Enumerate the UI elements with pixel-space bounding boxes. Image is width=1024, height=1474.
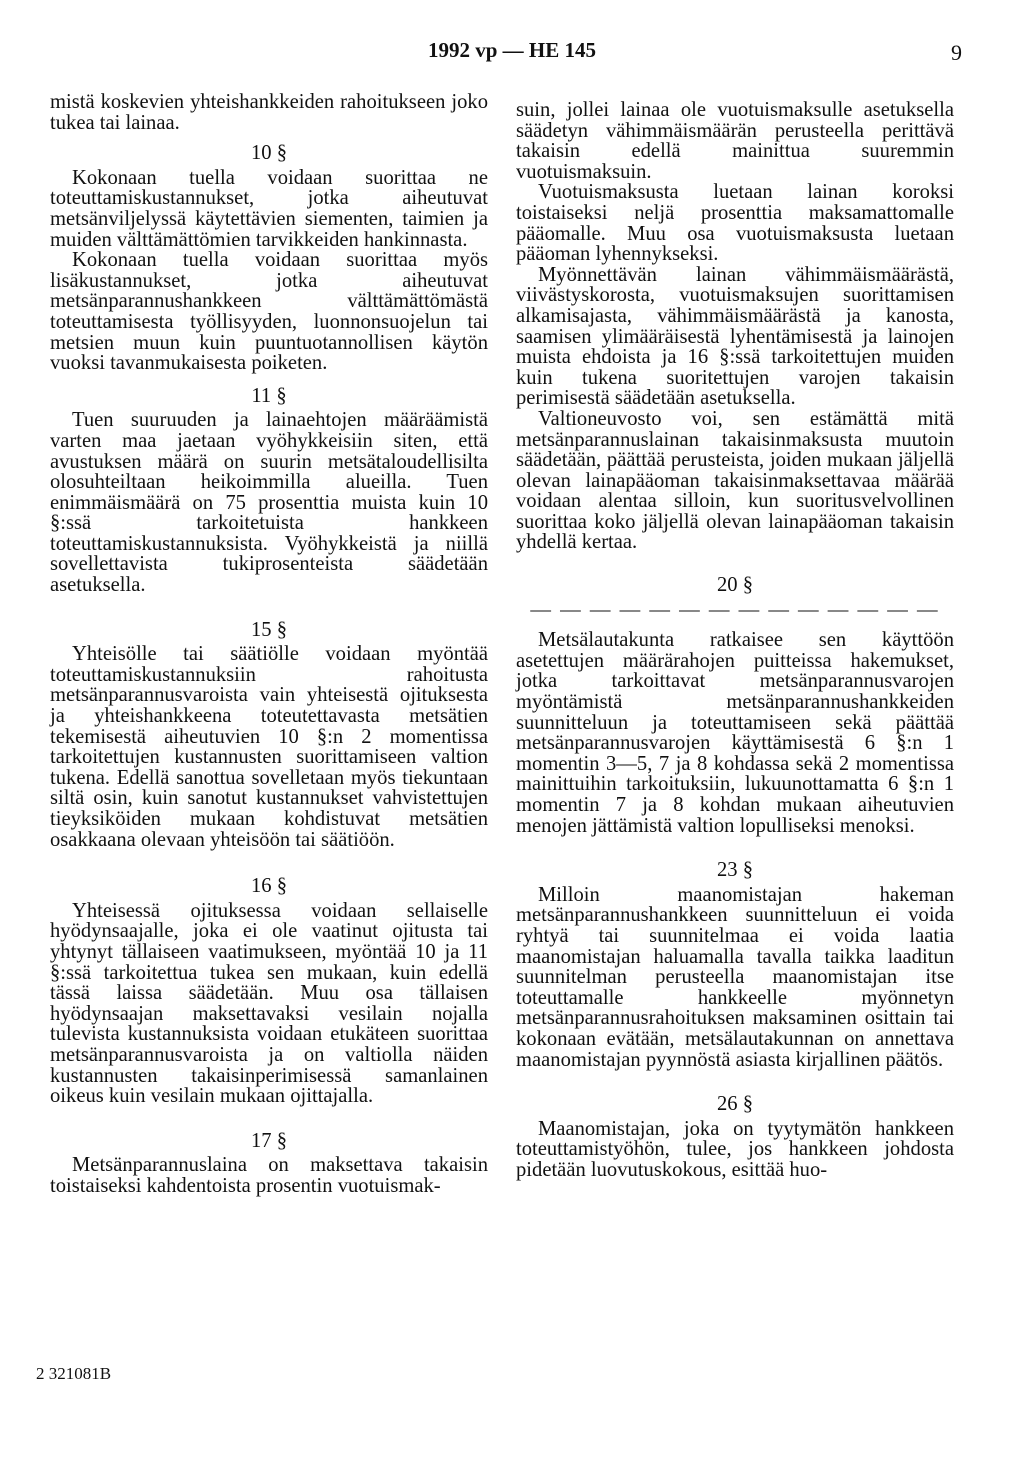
section-heading-10: 10 § [250, 142, 288, 165]
paragraph: mistä koskevien yhteishankkeiden rahoitukseen joko tukea tai lainaa. [50, 91, 488, 134]
section-heading-11: 11 § [251, 384, 287, 407]
paragraph: Maanomistajan, joka on tyytymätön hankkeen toteuttamistyöhön, tulee, jos hankkeen johdosta pidetään luovutuskokous, esittää huo- [516, 1117, 954, 1181]
section-heading-23: 23 § [716, 859, 754, 882]
right-column [516, 100, 954, 1181]
paragraph: Tuen suuruuden ja lainaehtojen määräämistä varten maa jaetaan vyöhykkeisiin siten, että avustuksen määrä on suurin metsätaloudellisilta olosuhteiltaan heikoimmilla alueilla. Tuen enimmäismäärä on 75 prosenttia muista kuin 10 §:ssä tarkoitetuista hankkeen toteuttamiskustannuksista. Vyöhykkeistä ja niillä sovellettavista tukiprosenteista säädetään asetuksella. [50, 409, 488, 597]
section-heading-15: 15 § [250, 618, 288, 641]
left-column [50, 92, 488, 1197]
paragraph: Yhteisessä ojituksessa voidaan sellaiselle hyödynsaajalle, joka ei ole vaatinut ojitusta tai yhtynyt tällaiseen vaatimukseen, myöntää 10 ja 11 §:ssä tarkoitettua tukea sen mukaan, kuin edellä tässä laissa säädetään. Muu osa tällaisen hyödynsaajan maksettavaksi vesilain nojalla tulevista kustannuksista voidaan etukäteen suorittaa metsänparannusvaroista ja on valtiolla näiden kustannusten takaisinperimisessä samanlainen oikeus kuin vesilain mukaan ojittajalla. [50, 899, 488, 1108]
paragraph: Vuotuismaksusta luetaan lainan koroksi toistaiseksi neljä prosenttia maksamattomalle pääomalle. Muu osa vuotuismaksusta luetaan pääoman lyhennykseksi. [516, 181, 954, 266]
print-code: 2 321081B [36, 1364, 112, 1383]
omitted-text-dashes: — — — — — — — — — — — — — — [530, 599, 940, 621]
paragraph: suin, jollei lainaa ole vuotuismaksulle asetuksella säädetyn vähimmäismäärän perusteella perittävä takaisin edellä mainittua suuremmin vuotuismaksuin. [516, 99, 954, 183]
page-number: 9 [951, 40, 962, 65]
paragraph: Metsänparannuslaina on maksettava takaisin toistaiseksi kahdentoista prosentin vuotuismak- [50, 1154, 488, 1197]
section-heading-17: 17 § [250, 1129, 288, 1152]
page-header [0, 38, 1024, 68]
paragraph: Valtioneuvosto voi, sen estämättä mitä metsänparannuslainan takaisinmaksusta muutoin säädetään, päättää perusteista, joiden mukaan jäljellä olevan lainapääoman takaisinmaksettavaa määrää voidaan alentaa silloin, kun suoritusvelvollinen suorittaa koko jäljellä olevan lainapääoman takaisin yhdellä kertaa. [516, 407, 954, 554]
paragraph: Metsälautakunta ratkaisee sen käyttöön asetettujen määrärahojen puitteissa hakemukset, jotka tarkoittavat metsänparannusvarojen myöntämistä metsänparannushankkeiden suunnitteluun ja toteuttamiseen sekä päättää metsänparannusvarojen käyttämisestä 6 §:n 1 momentin 3—5, 7 ja 8 kohdassa sekä 2 momentissa mainittuihin tarkoituksiin, lukuunottamatta 6 §:n 1 momentin 7 ja 8 kohdan mukaan aiheutuvien menojen jättämistä valtion lopulliseksi menoksi. [516, 629, 954, 837]
paragraph: Kokonaan tuella voidaan suorittaa myös lisäkustannukset, jotka aiheutuvat metsänparannushankkeen välttämättömästä toteuttamisesta työllisyyden, luonnonsuojelun tai metsien muun kuin puuntuotannollisen käytön vuoksi tavanmukaisesta poiketen. [50, 249, 488, 375]
section-heading-26: 26 § [716, 1093, 754, 1116]
paragraph: Milloin maanomistajan hakeman metsänparannushankkeen suunnitteluun ei voida ryhtyä tai suunnitelmaa ei voida laatia maanomistajan haluamalla tavalla taikka laaditun suunnitelman perusteella maanomistajan itse toteuttamalle hankkeelle myönnetyn metsänparannusrahoituksen maksaminen osittain tai kokonaan evätään, metsälautakunnan on annettava maanomistajan pyynnöstä asiasta kirjallinen päätös. [516, 883, 954, 1071]
paragraph: Yhteisölle tai säätiölle voidaan myöntää toteuttamiskustannuksiin rahoitusta metsänparannusvaroista vain yhteisestä ojituksesta ja yhteishankkeena toteutettavasta metsätien tekemisestä aiheutuvien 10 §:n 2 momentissa tarkoitettujen kustannusten suorittamiseen valtion tukena. Edellä sanottua sovelletaan myös tiekuntaan siltä osin, kuin sanotut kustannukset vahvistettujen tieyksiköiden mukaan kohdistuvat metsätien osakkaana olevaan yhteisöön tai säätiöön. [50, 643, 488, 851]
section-heading-20: 20 § [716, 574, 754, 597]
section-heading-16: 16 § [250, 875, 288, 898]
running-title: 1992 vp — HE 145 [427, 38, 597, 62]
paragraph: Kokonaan tuella voidaan suorittaa ne toteuttamiskustannukset, jotka aiheutuvat metsänviljelyssä käytettävien siementen, taimien ja muiden välttämättömien tarvikkeiden hankinnasta. [50, 166, 488, 251]
paragraph: Myönnettävän lainan vähimmäismäärästä, viivästyskorosta, vuotuismaksujen suorittamisen alkamisajasta, vähimmäismäärästä ja kanosta, saamisen ylimääräisestä lyhentämisestä ja lainojen muista ehdoista ja 16 §:ssä tarkoitettujen muiden kuin tukena suoritettujen varojen takaisin perimisestä säädetään asetuksella. [516, 263, 954, 410]
